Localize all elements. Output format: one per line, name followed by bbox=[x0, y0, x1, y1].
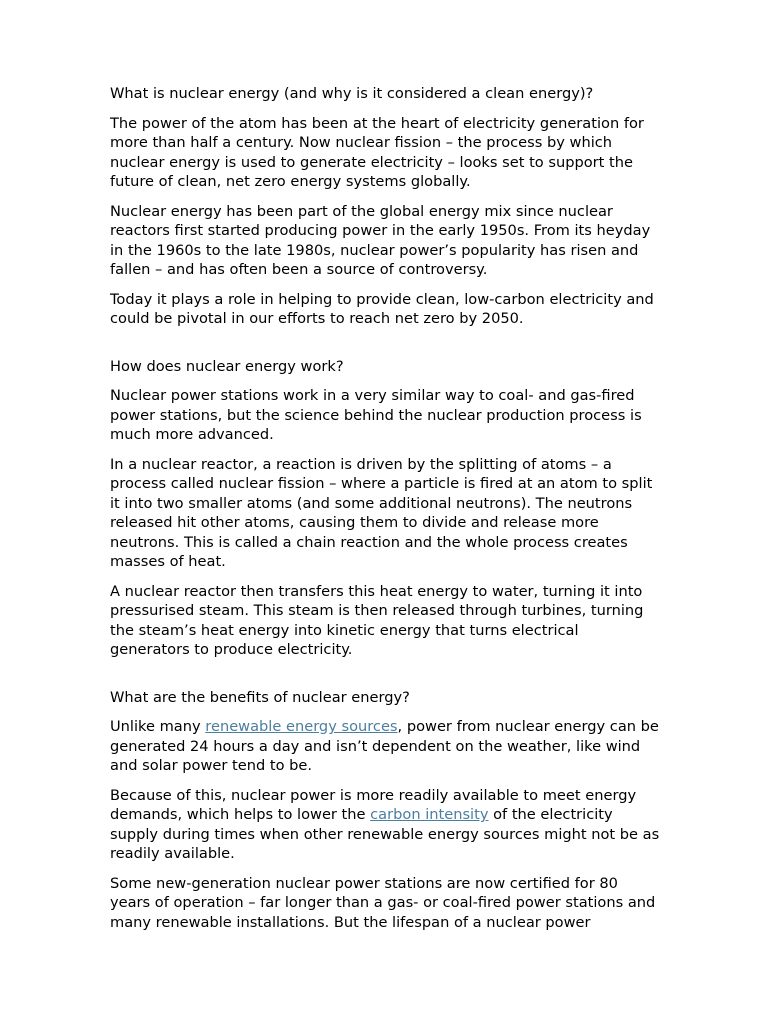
paragraph: In a nuclear reactor, a reaction is driven by the splitting of atoms – a process called nuclear fission – where a particle is fired at an atom to split it into two smaller atoms (and some additional neutrons). The neutrons released hit other atoms, causing them to divide and release more neutrons. This is called a chain reaction and the whole process creates masses of heat. bbox=[110, 455, 653, 570]
paragraph: Some new-generation nuclear power stations are now certified for 80 years of operation – far longer than a gas- or coal-fired power stations and many renewable installations. But the lifespan of a nuclear power bbox=[110, 874, 656, 931]
paragraph-text: Unlike many bbox=[110, 718, 206, 735]
section-heading-what-is-nuclear: What is nuclear energy (and why is it considered a clean energy)? bbox=[110, 85, 594, 102]
paragraph-text: of the electricity supply during times when other renewable energy sources might not be as readily available. bbox=[110, 806, 660, 862]
paragraph: Nuclear energy has been part of the global energy mix since nuclear reactors first started producing power in the early 1950s. From its heyday in the 1960s to the late 1980s, nuclear power’s popularity has risen and fallen – and has often been a source of controversy. bbox=[110, 202, 651, 278]
section-heading-how-it-works: How does nuclear energy work? bbox=[110, 357, 344, 375]
paragraph bbox=[110, 786, 662, 864]
paragraph: Today it plays a role in helping to provide clean, low-carbon electricity and could be pivotal in our efforts to reach net zero by 2050. bbox=[110, 290, 654, 327]
paragraph: A nuclear reactor then transfers this heat energy to water, turning it into pressurised steam. This steam is then released through turbines, turning the steam’s heat energy into kinetic energy that turns electrical generators to produce electricity. bbox=[110, 582, 644, 658]
document-page bbox=[110, 84, 662, 942]
renewable-energy-sources-link[interactable]: renewable energy sources bbox=[205, 718, 398, 735]
paragraph-text: , power from nuclear energy can be generated 24 hours a day and isn’t dependent on the weather, like wind and solar power tend to be. bbox=[110, 718, 659, 774]
paragraph: The power of the atom has been at the heart of electricity generation for more than half a century. Now nuclear fission – the process by which nuclear energy is used to generate electricity – looks set to support the future of clean, net zero energy systems globally. bbox=[110, 114, 644, 190]
section-heading-benefits: What are the benefits of nuclear energy? bbox=[110, 688, 410, 706]
paragraph-text: Because of this, nuclear power is more readily available to meet energy demands, which helps to lower the bbox=[110, 786, 637, 823]
paragraph bbox=[110, 717, 662, 776]
paragraph: Nuclear power stations work in a very similar way to coal- and gas-fired power stations, but the science behind the nuclear production process is much more advanced. bbox=[110, 387, 642, 443]
carbon-intensity-link[interactable]: carbon intensity bbox=[370, 806, 489, 823]
